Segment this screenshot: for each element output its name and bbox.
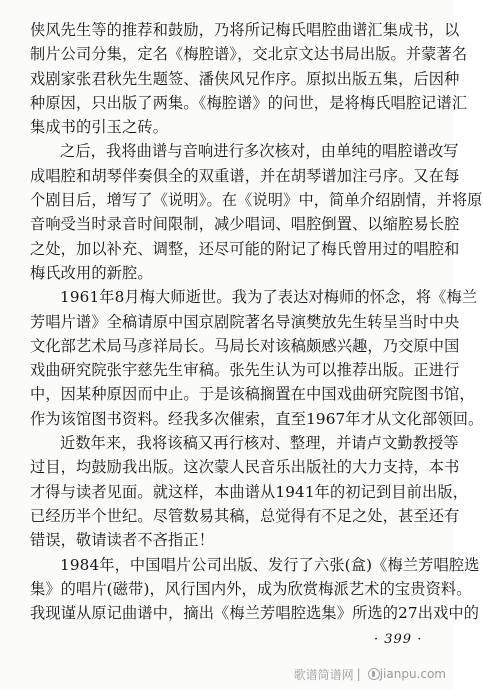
text-line: 近数年来，我将该稿又再行核对、整理，并请卢文勤教授等	[60, 434, 459, 453]
text-line: 已经历半个世纪。尽管数易其稿，总觉得有不足之处，甚至还有	[30, 506, 460, 525]
text-line: 侠风先生等的推荐和鼓励，乃将所记梅氏唱腔曲谱汇集成书，以	[30, 21, 460, 39]
music-note-icon	[366, 667, 380, 681]
text-line: 我现谨从原记曲谱中，摘出《梅兰芳唱腔选集》所选的27出戏中的	[30, 604, 480, 623]
text-line: 之处，加以补充、调整，还尽可能的附记了梅氏曾用过的唱腔和	[30, 239, 460, 258]
text-line: 过目，均鼓励我出版。这次蒙人民音乐出版社的大力支持，本书	[30, 458, 460, 477]
text-line: 1961年8月梅大师逝世。我为了表达对梅师的怀念，将《梅兰	[60, 288, 478, 307]
watermark-separator: |	[356, 667, 361, 681]
text-line: 梅氏改用的新腔。	[30, 263, 153, 282]
text-line: 集》的唱片(磁带)，风行国内外，成为欣赏梅派艺术的宝贵资料。	[30, 579, 472, 598]
text-line: 戏剧家张君秋先生题签、潘侠风兄作序。原拟出版五集，后因种	[30, 69, 460, 88]
text-line: 集成书的引玉之砖。	[30, 118, 169, 137]
watermark-site-name: 歌谱简谱网	[293, 667, 354, 682]
text-line: 中，因某种原因而中止。于是该稿搁置在中国戏曲研究院图书馆，	[30, 385, 475, 404]
text-line: 1984年，中国唱片公司出版、发行了六张(盒)《梅兰芳唱腔选	[60, 555, 480, 574]
text-line: 才得与读者见面。就这样，本曲谱从1941年的初记到目前出版，	[30, 482, 469, 501]
text-line: 成唱腔和胡琴伴奏俱全的双重谱，并在胡琴谱加注弓序。又在每	[30, 166, 460, 185]
text-line: 戏曲研究院张宇慈先生审稿。张先生认为可以推荐出版。正进行	[30, 361, 460, 380]
body-text	[30, 18, 483, 625]
text-line: 制片公司分集，定名《梅腔谱》，交北京文达书局出版。并蒙著名	[30, 45, 468, 64]
site-watermark	[294, 664, 446, 684]
text-line: 芳唱片谱》全稿请原中国京剧院著名导演樊放先生转呈当时中央	[30, 312, 460, 331]
text-line: 音响受当时录音时间限制，减少唱词、唱腔倒置、以缩腔易长腔	[30, 215, 460, 234]
text-line: 种原因，只出版了两集。《梅腔谱》的问世，是将梅氏唱腔记谱汇	[30, 93, 468, 112]
text-line: 之后，我将曲谱与音响进行多次核对，由单纯的唱腔谱改写	[60, 142, 459, 161]
text-line: 文化部艺术局马彦祥局长。马局长对该稿颇感兴趣，乃交原中国	[30, 336, 460, 355]
text-line: 错误，敬请读者不吝指正！	[30, 531, 215, 550]
text-line: 作为该馆图书资料。经我多次催索，直至1967年才从文化部领回。	[30, 409, 483, 428]
text-line: 个剧目后，增写了《说明》。在《说明》中，简单介绍剧情，并将原	[30, 191, 483, 210]
page-number: · 399 ·	[374, 632, 423, 647]
watermark-site-url: jianpu.com	[379, 667, 446, 681]
